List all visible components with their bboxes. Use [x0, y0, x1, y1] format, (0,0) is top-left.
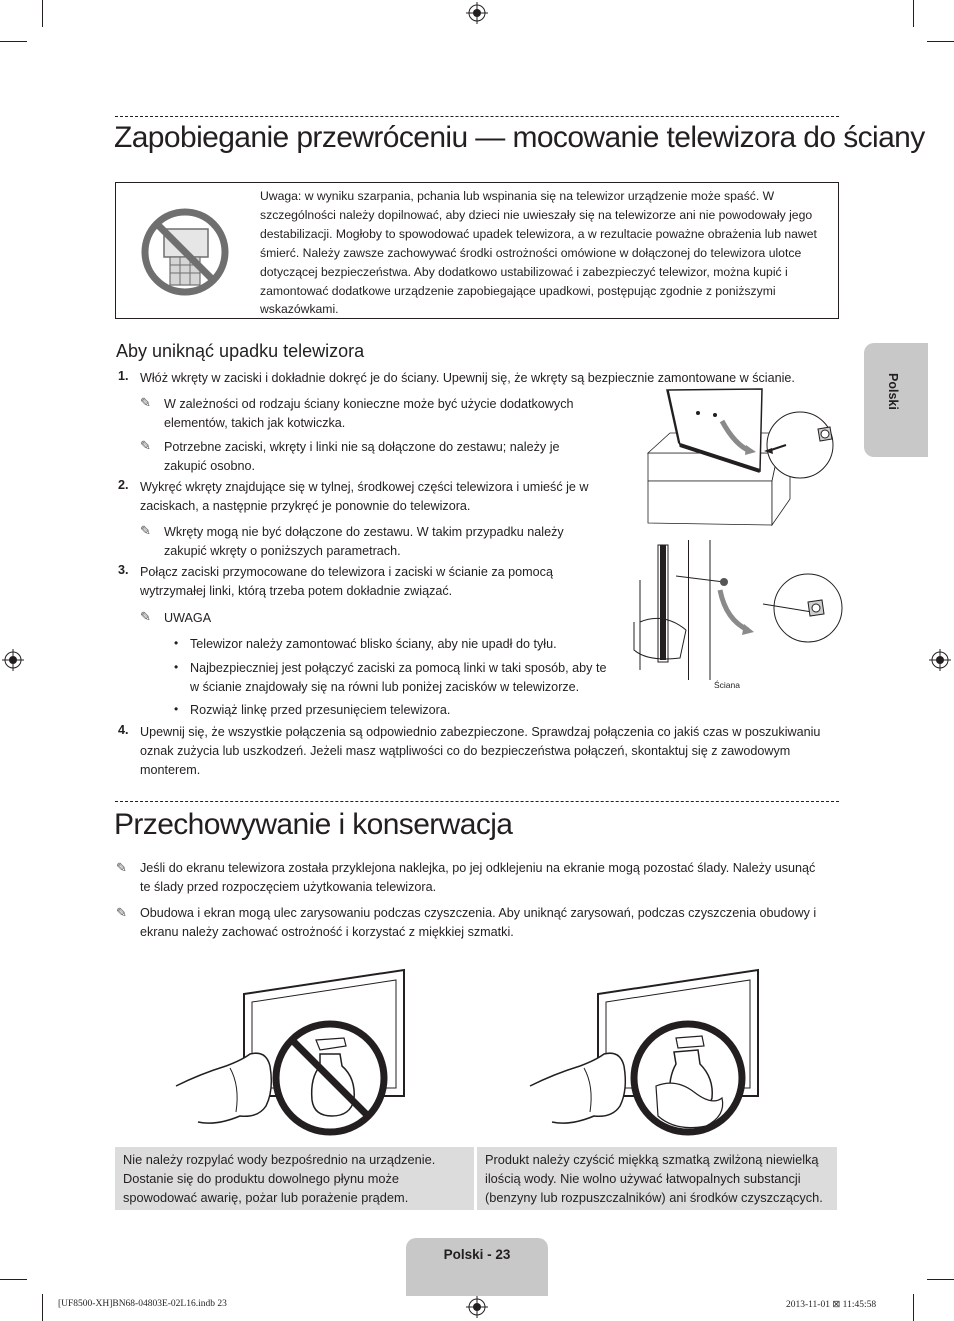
step-2-text: Wykręć wkręty znajdujące się w tylnej, środkowej części telewizora i umieść je w zaciskach, a następnie przykręć je ponownie do telewizora.: [140, 480, 589, 513]
caution-label: UWAGA: [164, 611, 212, 625]
note-icon: ✎: [140, 438, 151, 453]
caption-clean-with-cloth: Produkt należy czyścić miękką szmatką zwilżoną niewielką ilością wody. Nie wolno używać łatwopalnych substancji (benzyny lub rozpuszczalników) ani środków czyszczących.: [477, 1147, 837, 1210]
step-number: 2.: [118, 478, 129, 492]
language-tab: [864, 343, 928, 457]
registration-mark-icon: [2, 649, 24, 671]
registration-mark-icon: [929, 649, 951, 671]
caption-do-not-spray: Nie należy rozpylać wody bezpośrednio na urządzenie. Dostanie się do produktu dowolnego płynu może spowodować awarię, pożar lub porażenie prądem.: [115, 1147, 474, 1210]
step-4-text: Upewnij się, że wszystkie połączenia są odpowiednio zabezpieczone. Sprawdzaj połączenia co jakiś czas w poszukiwaniu oznak zużycia lub uszkodzeń. Jeżeli masz wątpliwości co do bezpieczeństwa połączeń, skontaktuj się z zawodowym monterem.: [140, 725, 821, 777]
bullet-icon: •: [174, 702, 179, 716]
section-divider: [115, 801, 839, 802]
note-text: Obudowa i ekran mogą ulec zarysowaniu podczas czyszczenia. Aby uniknąć zarysowań, podczas czyszczenia obudowy i ekranu należy zachować ostrożność i korzystać z miękkiej szmatki.: [140, 906, 817, 939]
page-number: Polski - 23: [443, 1247, 511, 1262]
note-text: Potrzebne zaciski, wkręty i linki nie są dołączone do zestawu; należy je zakupić osobno.: [164, 440, 560, 473]
note-text: Wkręty mogą nie być dołączone do zestawu. W takim przypadku należy zakupić wkręty o poniższych parametrach.: [164, 525, 564, 558]
tv-bracket-illustration: [640, 385, 840, 530]
section-title-storage: Przechowywanie i konserwacja: [114, 808, 513, 841]
note-icon: ✎: [140, 395, 151, 410]
bullet-text: Najbezpieczniej jest połączyć zaciski za pomocą linki w taki sposób, aby te w ścianie znajdowały się na równi lub poniżej zacisków w telewizorze.: [190, 661, 607, 694]
note-icon: ✎: [116, 860, 127, 875]
print-slug-left: [UF8500-XH]BN68-04803E-02L16.indb 23: [58, 1299, 227, 1309]
step-number: 1.: [118, 369, 129, 383]
step-1-text: Włóż wkręty w zaciski i dokładnie dokręć je do ściany. Upewnij się, że wkręty są bezpiecznie zamontowane w ścianie.: [140, 371, 795, 385]
section-divider: [115, 116, 839, 117]
no-climbing-warning-icon: [140, 207, 230, 297]
note-icon: ✎: [116, 905, 127, 920]
step-3-text: Połącz zaciski przymocowane do telewizora i zaciski w ścianie za pomocą wytrzymałej linki, którą trzeba potem dokładnie związać.: [140, 565, 553, 598]
note-text: W zależności od rodzaju ściany konieczne może być użycie dodatkowych elementów, takich jak kotwiczka.: [164, 397, 574, 430]
bullet-icon: •: [174, 660, 179, 674]
section-title-wall-mount: Zapobieganie przewróceniu — mocowanie telewizora do ściany: [114, 121, 925, 154]
note-icon: ✎: [140, 609, 151, 624]
warning-text: Uwaga: w wyniku szarpania, pchania lub wspinania się na telewizor urządzenie może spaść. W szczególności należy dopilnować, aby dzieci nie uwieszały się na telewizorze ani nie powodowały jego destabilizacji. Mogłoby to spowodować upadek telewizora, a w rezultacie poważne obrażenia lub nawet śmierć. Należy zawsze zachowywać środki ostrożności omówione w dołączonej do telewizora ulotce dotyczącej bezpieczeństwa. Aby dodatkowo ustabilizować i zabezpieczyć telewizor, można kupić i zamontować dodatkowe urządzenie zapobiegające upadkowi, postępując zgodnie z poniższymi wskazówkami.: [260, 189, 817, 317]
registration-mark-icon: [466, 1296, 488, 1318]
step-number: 4.: [118, 723, 129, 737]
bullet-icon: •: [174, 636, 179, 650]
bullet-text: Telewizor należy zamontować blisko ściany, aby nie upadł do tyłu.: [190, 637, 557, 651]
wall-label: Ściana: [714, 680, 740, 690]
page-number-tab: [406, 1238, 548, 1296]
language-tab-label: Polski: [886, 373, 900, 410]
registration-mark-icon: [466, 2, 488, 24]
subsection-title: Aby uniknąć upadku telewizora: [116, 341, 365, 361]
no-spray-cleaning-illustration: [170, 966, 410, 1146]
warning-box: [115, 182, 839, 319]
cloth-cleaning-illustration: [526, 966, 766, 1146]
note-text: Jeśli do ekranu telewizora została przyklejona naklejka, po jej odklejeniu na ekranie mogą pozostać ślady. Należy usunąć te ślady przed rozpoczęciem użytkowania telewizora.: [140, 861, 816, 894]
print-slug-right: 2013-11-01 ⊠ 11:45:58: [786, 1300, 877, 1310]
step-number: 3.: [118, 563, 129, 577]
wall-mount-illustration: [628, 540, 843, 692]
note-icon: ✎: [140, 523, 151, 538]
bullet-text: Rozwiąż linkę przed przesunięciem telewizora.: [190, 703, 451, 717]
